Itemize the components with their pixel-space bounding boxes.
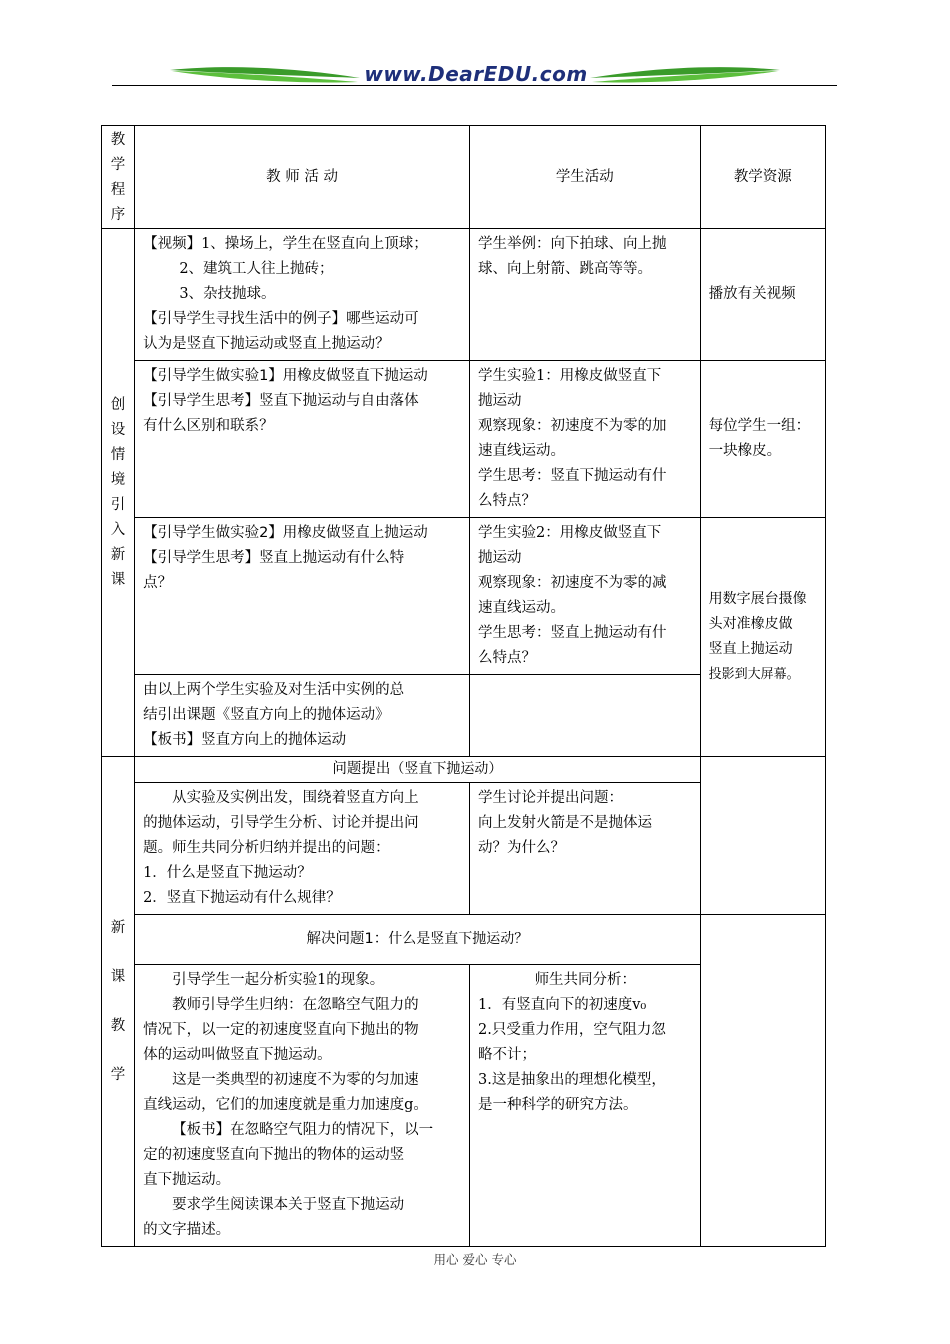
text-line: 【引导学生思考】竖直下抛运动与自由落体 [143,393,419,409]
section-label-char: 设 [110,421,126,438]
text-line: 师生共同分析： [534,972,637,988]
text-line: 直线运动，它们的加速度就是重力加速度g。 [143,1097,428,1113]
text-line: 直下抛运动。 [143,1172,231,1188]
header-student-activity: 学生活动 [470,126,701,229]
resource-cell [700,757,825,915]
text-line: 略不计； [478,1047,536,1063]
text-line: 1．有竖直向下的初速度v₀ [478,997,647,1013]
text-line: 1．什么是竖直下抛运动？ [143,865,312,881]
header-teaching-resources: 教学资源 [700,126,825,229]
text-line: 【引导学生做实验2】用橡皮做竖直上抛运动 [143,525,428,541]
text-line: 抛运动 [478,550,522,566]
teacher-activity-cell [135,229,470,361]
teacher-activity-cell [135,518,470,675]
solve-heading-title: 解决问题1： [306,931,389,947]
table-row [102,229,826,361]
text-line: 学生实验1：用橡皮做竖直下 [478,368,662,384]
problem-heading [135,757,701,783]
section-label-char: 新 [110,546,126,563]
student-activity-cell [470,361,701,518]
text-line: 么特点？ [478,493,536,509]
text-line: 一块橡皮。 [708,443,782,459]
text-line: 球、向上射箭、跳高等等。 [478,261,652,277]
student-activity-cell [470,518,701,675]
text-line: 要求学生阅读课本关于竖直下抛运动 [172,1197,405,1213]
page-footer: 用心 爱心 专心 [433,1252,517,1267]
student-activity-cell [470,965,701,1247]
header-program-char: 序 [110,207,126,223]
text-line: 观察现象：初速度不为零的加 [478,418,667,434]
text-line: 【视频】1、操场上，学生在竖直向上顶球； [143,236,428,252]
text-line: 2.只受重力作用，空气阻力忽 [478,1022,666,1038]
text-line: 学生思考：竖直下抛运动有什 [478,468,667,484]
text-line: 由以上两个学生实验及对生活中实例的总 [143,682,405,698]
text-line: 每位学生一组： [708,418,811,434]
table-row [102,518,826,675]
teacher-activity-cell [135,783,470,915]
problem-heading-title: 问题提出 [332,761,391,777]
text-line: 点？ [143,575,173,591]
text-line: 速直线运动。 [478,443,565,459]
resource-cell [700,361,825,518]
text-line: 这是一类典型的初速度不为零的匀加速 [172,1072,419,1088]
text-line: 定的初速度竖直向下抛出的物体的运动竖 [143,1147,405,1163]
text-line: 题。师生共同分析归纳并提出的问题： [143,840,390,856]
section-label-new-lesson [102,757,135,1247]
table-row [102,915,826,965]
text-line: 投影到大屏幕。 [708,667,800,682]
section-label-char: 入 [110,521,126,538]
text-line: 引导学生一起分析实验1的现象。 [172,972,385,988]
teacher-activity-cell [135,675,470,757]
text-line: 竖直上抛运动 [708,641,793,657]
section-label-char: 课 [110,571,126,588]
text-line: 学生实验2：用橡皮做竖直下 [478,525,662,541]
text-line: 的文字描述。 [143,1222,231,1238]
header-program-char: 教 [110,132,126,148]
header-program-char: 程 [110,182,126,198]
resource-cell: 播放有关视频 [700,229,825,361]
text-line: 【引导学生寻找生活中的例子】哪些运动可 [143,311,419,327]
text-line: 2．竖直下抛运动有什么规律？ [143,890,341,906]
text-line: 用数字展台摄像 [708,591,807,607]
section-label-char: 创 [110,396,126,413]
text-line: 有什么区别和联系？ [143,418,274,434]
text-line: 抛运动 [478,393,522,409]
text-line: 认为是竖直下抛运动或竖直上抛运动？ [143,336,390,352]
text-line: 学生举例：向下拍球、向上抛 [478,236,667,252]
text-line: 动？为什么？ [478,840,565,856]
section-label-char: 学 [110,1066,126,1083]
table-row [102,361,826,518]
text-line: 情况下，以一定的初速度竖直向下抛出的物 [143,1022,419,1038]
section-label-char: 境 [110,471,126,488]
text-line: 教师引导学生归纳：在忽略空气阻力的 [172,997,419,1013]
text-line: 结引出课题《竖直方向上的抛体运动》 [143,707,390,723]
student-activity-cell [470,675,701,757]
section-label-char: 课 [110,968,126,985]
table-row [102,757,826,783]
text-line: 向上发射火箭是不是抛体运 [478,815,652,831]
text-line: 3、杂技抛球。 [179,286,276,302]
student-activity-cell [470,783,701,915]
header-logo-text: www.DearEDU.com [364,62,588,86]
text-line: 学生思考：竖直上抛运动有什 [478,625,667,641]
section-label-char: 新 [110,919,126,936]
text-line: 是一种科学的研究方法。 [478,1097,638,1113]
text-line: 【板书】在忽略空气阻力的情况下，以一 [172,1122,434,1138]
section-label-char: 情 [110,446,126,463]
solve-heading [135,915,701,965]
teacher-activity-cell [135,965,470,1247]
teacher-activity-cell [135,361,470,518]
text-line: 【板书】竖直方向上的抛体运动 [143,732,347,748]
text-line: 体的运动叫做竖直下抛运动。 [143,1047,332,1063]
resource-cell [700,915,825,1247]
text-line: 【引导学生思考】竖直上抛运动有什么特 [143,550,405,566]
text-line: 2、建筑工人往上抛砖； [179,261,334,277]
text-line: 速直线运动。 [478,600,565,616]
text-line: 【引导学生做实验1】用橡皮做竖直下抛运动 [143,368,428,384]
solve-heading-note: 什么是竖直下抛运动？ [388,931,529,947]
text-line: 头对准橡皮做 [708,616,793,632]
text-line: 从实验及实例出发，围绕着竖直方向上 [172,790,419,806]
text-line: 观察现象：初速度不为零的减 [478,575,667,591]
section-label-char: 教 [110,1017,126,1034]
table-header-row [102,126,826,229]
resource-cell [700,518,825,757]
text-line: 么特点？ [478,650,536,666]
text-line: 的抛体运动，引导学生分析、讨论并提出问 [143,815,419,831]
problem-heading-note: （竖直下抛运动） [390,761,503,777]
section-label-char: 引 [110,496,126,513]
lesson-plan-table [101,125,826,1247]
header-teacher-activity: 教 师 活 动 [135,126,470,229]
text-line: 3.这是抽象出的理想化模型， [478,1072,666,1088]
section-label-intro [102,229,135,757]
text-line: 学生讨论并提出问题： [478,790,623,806]
header-program [102,126,135,229]
student-activity-cell [470,229,701,361]
header-program-char: 学 [110,157,126,173]
